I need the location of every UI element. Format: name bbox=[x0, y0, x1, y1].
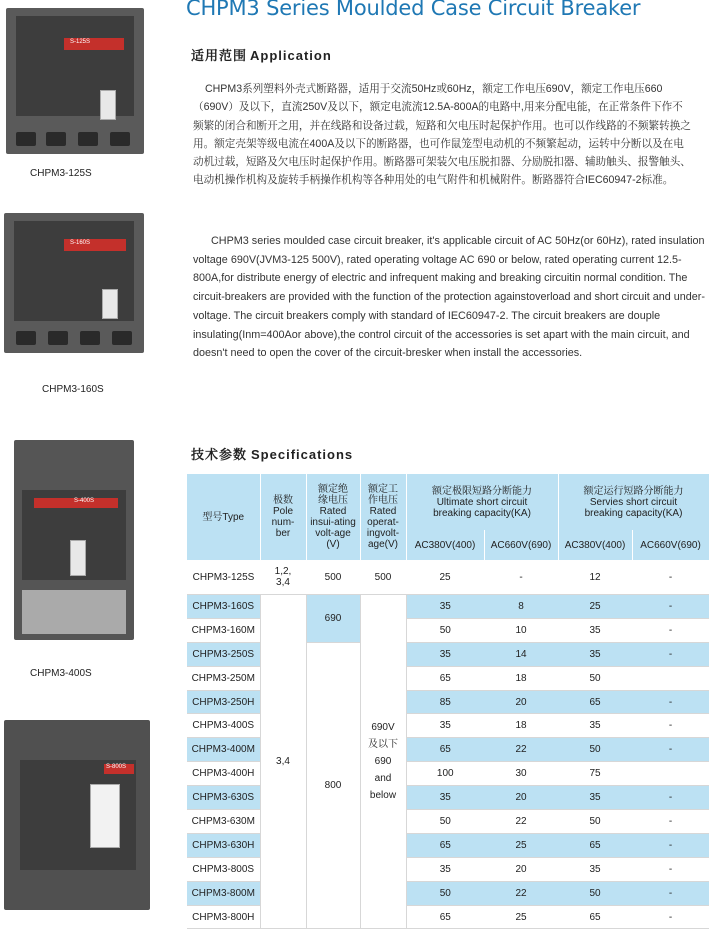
cell-u660: 20 bbox=[484, 786, 558, 810]
caption-125s: CHPM3-125S bbox=[30, 168, 92, 179]
breaker-image-125s bbox=[6, 8, 144, 154]
cell-s380: 50 bbox=[558, 810, 632, 834]
application-heading-en: Application bbox=[250, 48, 332, 63]
cell-u660: 20 bbox=[484, 857, 558, 881]
cell-u660: - bbox=[484, 560, 558, 595]
breaker-image-160s bbox=[4, 213, 144, 353]
product-label-160s: S-160S bbox=[70, 240, 91, 246]
cell-s380: 50 bbox=[558, 881, 632, 905]
cell-s380: 65 bbox=[558, 905, 632, 929]
cell-u380: 50 bbox=[406, 618, 484, 642]
product-label-125s: S-125S bbox=[70, 39, 91, 45]
cell-s380: 12 bbox=[558, 560, 632, 595]
cell-u660: 25 bbox=[484, 905, 558, 929]
cell-model: CHPM3-800H bbox=[187, 905, 260, 929]
application-text-en: CHPM3 series moulded case circuit breaker, it's applicable circuit of AC 50Hz(or 60Hz), rated insulation voltage 690V(JVM3-125 500V), rated operating voltage AC 690 or below, rated operating current 12.5-800A,for distribute energy of electric and infrequent making and breaking circuitin normal condition. The circuit-breakers are provided with the function of the protection againstoverload and short circuit and under-voltage. The circuit breakers comply with standard of IEC60947-2. The circuit breakers are douple insulating(Inm=400Aor above),the control circuit of the accessories is set apart with the main circuit, and doesn't need to open the cover of the circuit-bresker when install the accessories. bbox=[193, 235, 705, 360]
cell-model: CHPM3-630M bbox=[187, 810, 260, 834]
cell-model: CHPM3-400M bbox=[187, 738, 260, 762]
header-service-ac380: AC380V(400) bbox=[558, 530, 632, 560]
application-heading bbox=[191, 45, 332, 64]
cell-model: CHPM3-800M bbox=[187, 881, 260, 905]
cell-model: CHPM3-400H bbox=[187, 762, 260, 786]
breaker-image-400s bbox=[14, 440, 134, 640]
table-row bbox=[187, 595, 709, 619]
cell-s660: - bbox=[632, 881, 709, 905]
cell-u660: 20 bbox=[484, 690, 558, 714]
cell-u660: 22 bbox=[484, 738, 558, 762]
cell-operating-merged: 690V 及以下 690 and below bbox=[360, 595, 406, 929]
cell-s660: - bbox=[632, 905, 709, 929]
page-title: CHPM3 Series Moulded Case Circuit Breaker bbox=[186, 0, 641, 20]
cell-u380: 65 bbox=[406, 738, 484, 762]
cell-model: CHPM3-800S bbox=[187, 857, 260, 881]
cell-u660: 10 bbox=[484, 618, 558, 642]
cell-s380: 25 bbox=[558, 595, 632, 619]
cell-s380: 35 bbox=[558, 714, 632, 738]
application-heading-cn: 适用范围 bbox=[191, 48, 248, 63]
cell-s660 bbox=[632, 762, 709, 786]
application-text-cn: CHPM3系列塑料外壳式断路器，适用于交流50Hz或60Hz，额定工作电压690V，额定工作电压660（690V）及以下，直流250V及以下，额定电流流12.5A-800A的电路中,用来分配电能，在正常条件下作不频繁的闭合和断开之用，并在线路和设备过载，短路和欠电压时起保护作用。也可以作线路的不频繁转换之用。额定壳架等级电流在400A及以下的断路器，也可作鼠笼型电动机的不频繁起动，运转中分断以及在电动机过载，短路及欠电压时起保护作用。断路器可架装欠电压脱扣器、分励脱扣器、辅助触头、报警触头、电动机操作机构及旋转手柄操作机构等各种用处的电气附件和机械附件。断路器符合IEC60947-2标准。 bbox=[193, 83, 691, 187]
cell-insulation-690: 690 bbox=[306, 595, 360, 643]
header-ultimate-ac660: AC660V(690) bbox=[484, 530, 558, 560]
cell-s660: - bbox=[632, 810, 709, 834]
header-model: 型号Type bbox=[187, 474, 260, 560]
cell-s660: - bbox=[632, 738, 709, 762]
cell-model: CHPM3-160S bbox=[187, 595, 260, 619]
cell-model: CHPM3-630S bbox=[187, 786, 260, 810]
cell-poles-merged: 3,4 bbox=[260, 595, 306, 929]
cell-s660 bbox=[632, 666, 709, 690]
header-service: 额定运行短路分断能力 Servies short circuit breaking capacity(KA) bbox=[558, 474, 709, 530]
header-ultimate-ac380: AC380V(400) bbox=[406, 530, 484, 560]
cell-u660: 18 bbox=[484, 714, 558, 738]
cell-s660: - bbox=[632, 786, 709, 810]
specifications-table bbox=[187, 474, 710, 929]
cell-u380: 100 bbox=[406, 762, 484, 786]
cell-s380: 35 bbox=[558, 618, 632, 642]
header-operating: 额定工 作电压 Rated operat- ingvolt- age(V) bbox=[360, 474, 406, 560]
cell-s660: - bbox=[632, 833, 709, 857]
cell-s380: 35 bbox=[558, 857, 632, 881]
cell-poles: 1,2, 3,4 bbox=[260, 560, 306, 595]
cell-u660: 25 bbox=[484, 833, 558, 857]
cell-model: CHPM3-160M bbox=[187, 618, 260, 642]
cell-s660: - bbox=[632, 690, 709, 714]
caption-160s: CHPM3-160S bbox=[42, 384, 104, 395]
cell-u380: 35 bbox=[406, 642, 484, 666]
cell-u660: 8 bbox=[484, 595, 558, 619]
cell-model: CHPM3-250S bbox=[187, 642, 260, 666]
cell-model: CHPM3-250M bbox=[187, 666, 260, 690]
product-label-800s: S-800S bbox=[106, 764, 127, 770]
cell-u380: 25 bbox=[406, 560, 484, 595]
cell-s380: 75 bbox=[558, 762, 632, 786]
cell-model: CHPM3-630H bbox=[187, 833, 260, 857]
specifications-heading-cn: 技术参数 bbox=[191, 447, 248, 462]
specifications-heading-en: Specifications bbox=[251, 447, 354, 462]
header-insulation: 额定绝 缘电压 Rated insui-ating volt-age (V) bbox=[306, 474, 360, 560]
cell-u380: 35 bbox=[406, 714, 484, 738]
header-ultimate: 额定极限短路分断能力 Ultimate short circuit breaking capacity(KA) bbox=[406, 474, 558, 530]
cell-s380: 35 bbox=[558, 786, 632, 810]
cell-s660: - bbox=[632, 714, 709, 738]
cell-model: CHPM3-250H bbox=[187, 690, 260, 714]
cell-s380: 65 bbox=[558, 833, 632, 857]
header-poles: 极数 Pole num- ber bbox=[260, 474, 306, 560]
cell-u380: 35 bbox=[406, 595, 484, 619]
cell-s660: - bbox=[632, 618, 709, 642]
specifications-heading bbox=[191, 444, 353, 463]
cell-s660: - bbox=[632, 560, 709, 595]
cell-u660: 18 bbox=[484, 666, 558, 690]
cell-s660: - bbox=[632, 857, 709, 881]
cell-model: CHPM3-125S bbox=[187, 560, 260, 595]
breaker-image-800s bbox=[4, 720, 150, 910]
cell-insulation: 500 bbox=[306, 560, 360, 595]
cell-insulation-800: 800 bbox=[306, 642, 360, 929]
cell-u660: 14 bbox=[484, 642, 558, 666]
cell-u380: 35 bbox=[406, 857, 484, 881]
header-service-ac660: AC660V(690) bbox=[632, 530, 709, 560]
cell-s380: 50 bbox=[558, 738, 632, 762]
cell-u380: 65 bbox=[406, 833, 484, 857]
cell-u660: 30 bbox=[484, 762, 558, 786]
cell-s380: 65 bbox=[558, 690, 632, 714]
cell-u660: 22 bbox=[484, 881, 558, 905]
cell-u660: 22 bbox=[484, 810, 558, 834]
table-row bbox=[187, 560, 709, 595]
cell-u380: 35 bbox=[406, 786, 484, 810]
product-label-400s: S-400S bbox=[74, 498, 95, 504]
cell-s380: 50 bbox=[558, 666, 632, 690]
cell-operating: 500 bbox=[360, 560, 406, 595]
cell-u380: 50 bbox=[406, 810, 484, 834]
cell-s660: - bbox=[632, 595, 709, 619]
cell-u380: 65 bbox=[406, 905, 484, 929]
cell-u380: 65 bbox=[406, 666, 484, 690]
cell-model: CHPM3-400S bbox=[187, 714, 260, 738]
cell-u380: 50 bbox=[406, 881, 484, 905]
caption-400s: CHPM3-400S bbox=[30, 668, 92, 679]
cell-s660: - bbox=[632, 642, 709, 666]
cell-u380: 85 bbox=[406, 690, 484, 714]
cell-s380: 35 bbox=[558, 642, 632, 666]
